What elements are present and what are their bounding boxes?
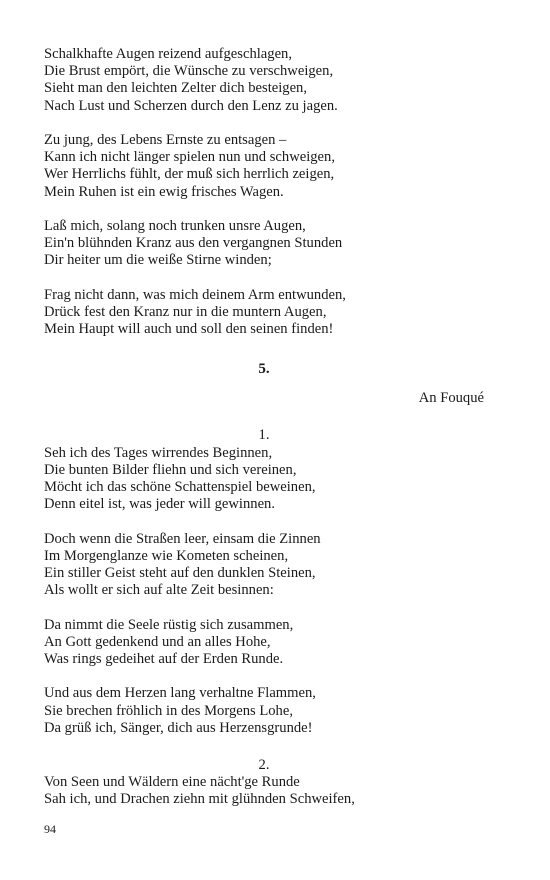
stanza: [44, 774, 484, 808]
verse-line: Die Brust empört, die Wünsche zu verschweigen,: [44, 63, 334, 80]
verse-line: Und aus dem Herzen lang verhaltne Flammen,: [44, 685, 316, 702]
verse-line: Nach Lust und Scherzen durch den Lenz zu jagen.: [44, 97, 338, 114]
stanza: [44, 531, 484, 600]
verse-line: An Gott gedenkend und an alles Hohe,: [44, 633, 271, 650]
poem-text: [44, 46, 484, 809]
verse-line: Was rings gedeihet auf der Erden Runde.: [44, 651, 284, 668]
stanza: [44, 287, 484, 339]
verse-line: Ein stiller Geist steht auf den dunklen Steinen,: [44, 565, 316, 582]
verse-line: Mein Haupt will auch und soll den seinen finden!: [44, 321, 334, 338]
verse-line: Sah ich, und Drachen ziehn mit glühnden Schweifen,: [44, 791, 355, 808]
verse-line: Seh ich des Tages wirrendes Beginnen,: [44, 444, 273, 461]
verse-line: Sie brechen fröhlich in des Morgens Lohe,: [44, 702, 293, 719]
part-number-2: 2.: [258, 757, 270, 774]
dedication: An Fouqué: [418, 390, 484, 407]
verse-line: Zu jung, des Lebens Ernste zu entsagen –: [44, 132, 287, 148]
verse-line: Möcht ich das schöne Schattenspiel beweinen,: [44, 479, 316, 496]
poem-part-1: [44, 445, 484, 737]
verse-line: Kann ich nicht länger spielen nun und schweigen,: [44, 149, 335, 166]
stanza: [44, 445, 484, 514]
verse-line: Als wollt er sich auf alte Zeit besinnen:: [44, 582, 274, 599]
verse-line: Im Morgenglanze wie Kometen scheinen,: [44, 547, 289, 564]
stanza: [44, 132, 484, 201]
section-number: 5.: [258, 361, 270, 378]
part-number-1: 1.: [258, 427, 270, 444]
verse-line: Laß mich, solang noch trunken unsre Augen,: [44, 218, 306, 234]
stanza: [44, 218, 484, 270]
verse-line: Von Seen und Wäldern eine nächt'ge Runde: [44, 774, 300, 791]
verse-line: Sieht man den leichten Zelter dich besteigen,: [44, 80, 308, 97]
verse-line: Frag nicht dann, was mich deinem Arm entwunden,: [44, 286, 346, 303]
verse-line: Da grüß ich, Sänger, dich aus Herzensgrunde!: [44, 719, 313, 736]
verse-line: Ein'n blühnden Kranz aus den vergangnen Stunden: [44, 235, 343, 252]
verse-line: Denn eitel ist, was jeder will gewinnen.: [44, 496, 276, 513]
verse-line: Drück fest den Kranz nur in die muntern Augen,: [44, 304, 327, 320]
verse-line: Da nimmt die Seele rüstig sich zusammen,: [44, 616, 294, 633]
page-number: 94: [44, 822, 56, 836]
poem-part-previous: [44, 46, 484, 338]
stanza: [44, 46, 484, 115]
verse-line: Dir heiter um die weiße Stirne winden;: [44, 252, 272, 269]
verse-line: Doch wenn die Straßen leer, einsam die Zinnen: [44, 530, 321, 547]
verse-line: Die bunten Bilder fliehn und sich vereinen,: [44, 461, 297, 478]
stanza: [44, 685, 484, 737]
verse-line: Mein Ruhen ist ein ewig frisches Wagen.: [44, 183, 284, 200]
poem-part-2: [44, 774, 484, 808]
stanza: [44, 617, 484, 669]
verse-line: Schalkhafte Augen reizend aufgeschlagen,: [44, 46, 292, 62]
verse-line: Wer Herrlichs fühlt, der muß sich herrlich zeigen,: [44, 166, 335, 183]
